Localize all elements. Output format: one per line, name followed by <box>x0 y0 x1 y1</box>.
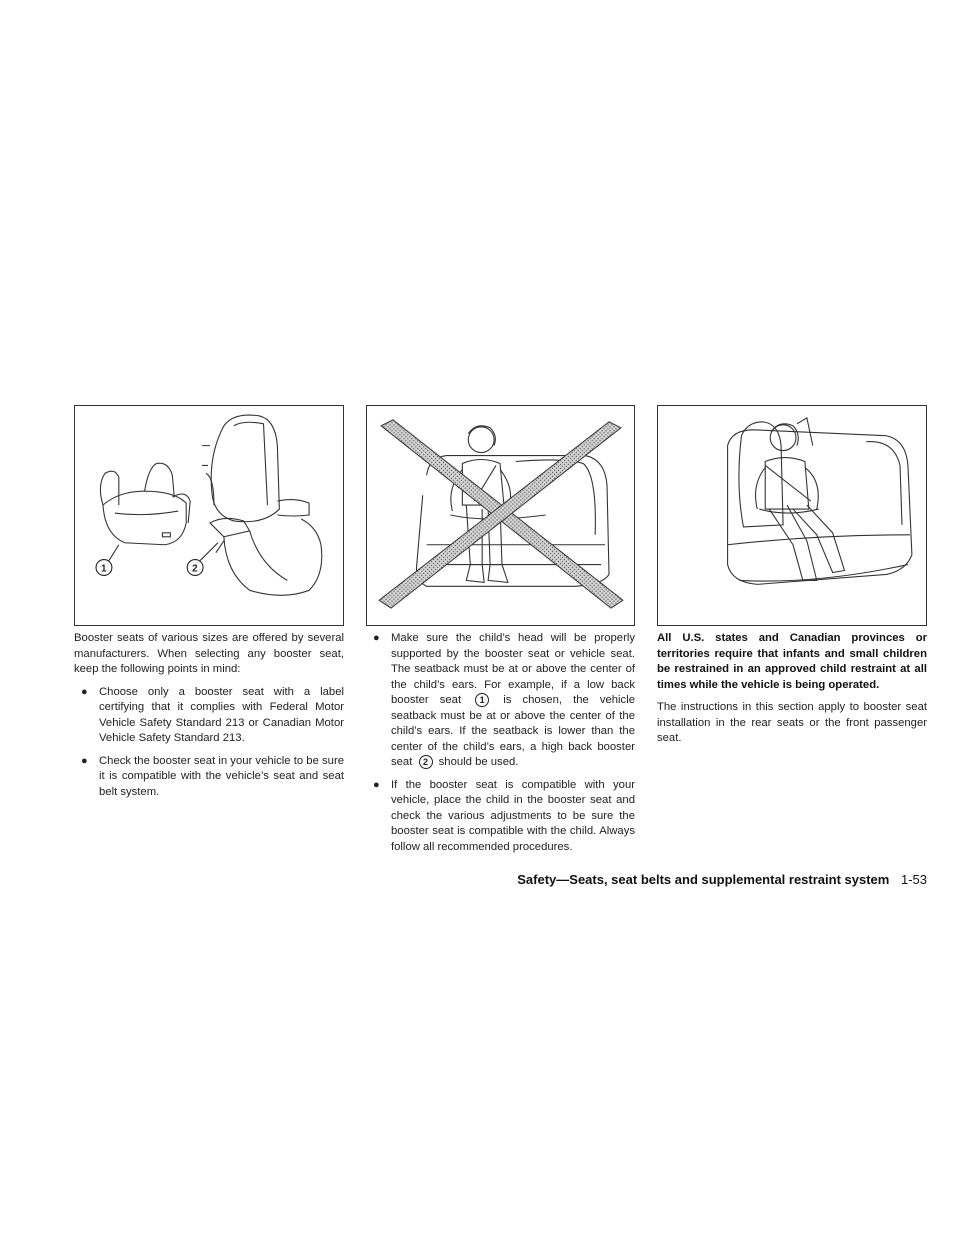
bullet-icon: ● <box>373 778 380 791</box>
correct-seating-illustration <box>658 406 926 625</box>
text-column-3 <box>657 631 927 754</box>
callout-2: 2 <box>192 563 198 575</box>
figure-booster-seats <box>74 405 344 626</box>
warning-paragraph: All U.S. states and Canadian provinces or territories require that infants and small children be restrained in an approved child restraint at all times while the vehicle is being operated. <box>657 632 927 691</box>
text-column-2 <box>366 631 635 862</box>
callout-ref-1: 1 <box>475 693 489 707</box>
booster-seats-illustration <box>75 406 343 625</box>
page-number: 1-53 <box>900 872 927 887</box>
body-paragraph: The instructions in this section apply to booster seat installation in the rear seats or the front passenger seat. <box>657 701 927 744</box>
figure-incorrect-seating <box>366 405 635 626</box>
list-item-text: If the booster seat is compatible with your vehicle, place the child in the booster seat and check the various adjustments to be sure the booster seat is compatible with the child. Always follow all recommended procedures. <box>391 778 635 853</box>
bullet-icon: ● <box>373 632 380 644</box>
bullet-list-2 <box>366 631 635 855</box>
list-item-text: Make sure the child’s head will be properly supported by the booster seat or vehicle seat. The seatback must be at or above the center of the child’s ears. For example, if a low back booster seat <box>391 632 635 706</box>
list-item <box>74 685 344 747</box>
bullet-icon: ● <box>81 685 88 698</box>
section-title: Safety—Seats, seat belts and supplemental restraint system <box>517 872 890 887</box>
bullet-list-1 <box>74 685 344 801</box>
list-item <box>74 754 344 801</box>
callout-1: 1 <box>100 563 107 575</box>
list-item-text: Choose only a booster seat with a label certifying that it complies with Federal Motor Vehicle Safety Standard 213 or Canadian Motor Vehicle Safety Standard 213. <box>99 685 344 744</box>
intro-paragraph: Booster seats of various sizes are offered by several manufacturers. When selecting any booster seat, keep the following points in mind: <box>74 632 344 675</box>
incorrect-seating-illustration <box>367 406 634 625</box>
callout-ref-2: 2 <box>419 755 433 769</box>
page-footer <box>517 872 927 887</box>
list-item-text: Check the booster seat in your vehicle to be sure it is compatible with the vehicle’s seat and seat belt system. <box>99 754 344 798</box>
list-item <box>366 778 635 856</box>
list-item-text: should be used. <box>438 756 519 768</box>
text-column-1 <box>74 631 344 807</box>
list-item <box>366 631 635 771</box>
bullet-icon: ● <box>81 754 88 767</box>
figure-correct-seating <box>657 405 927 626</box>
list-item-text: is chosen, the vehicle seatback must be at or above the center of the child’s ears. If the seatback is lower than the center of the child’s ears, a high back booster seat <box>391 694 635 768</box>
